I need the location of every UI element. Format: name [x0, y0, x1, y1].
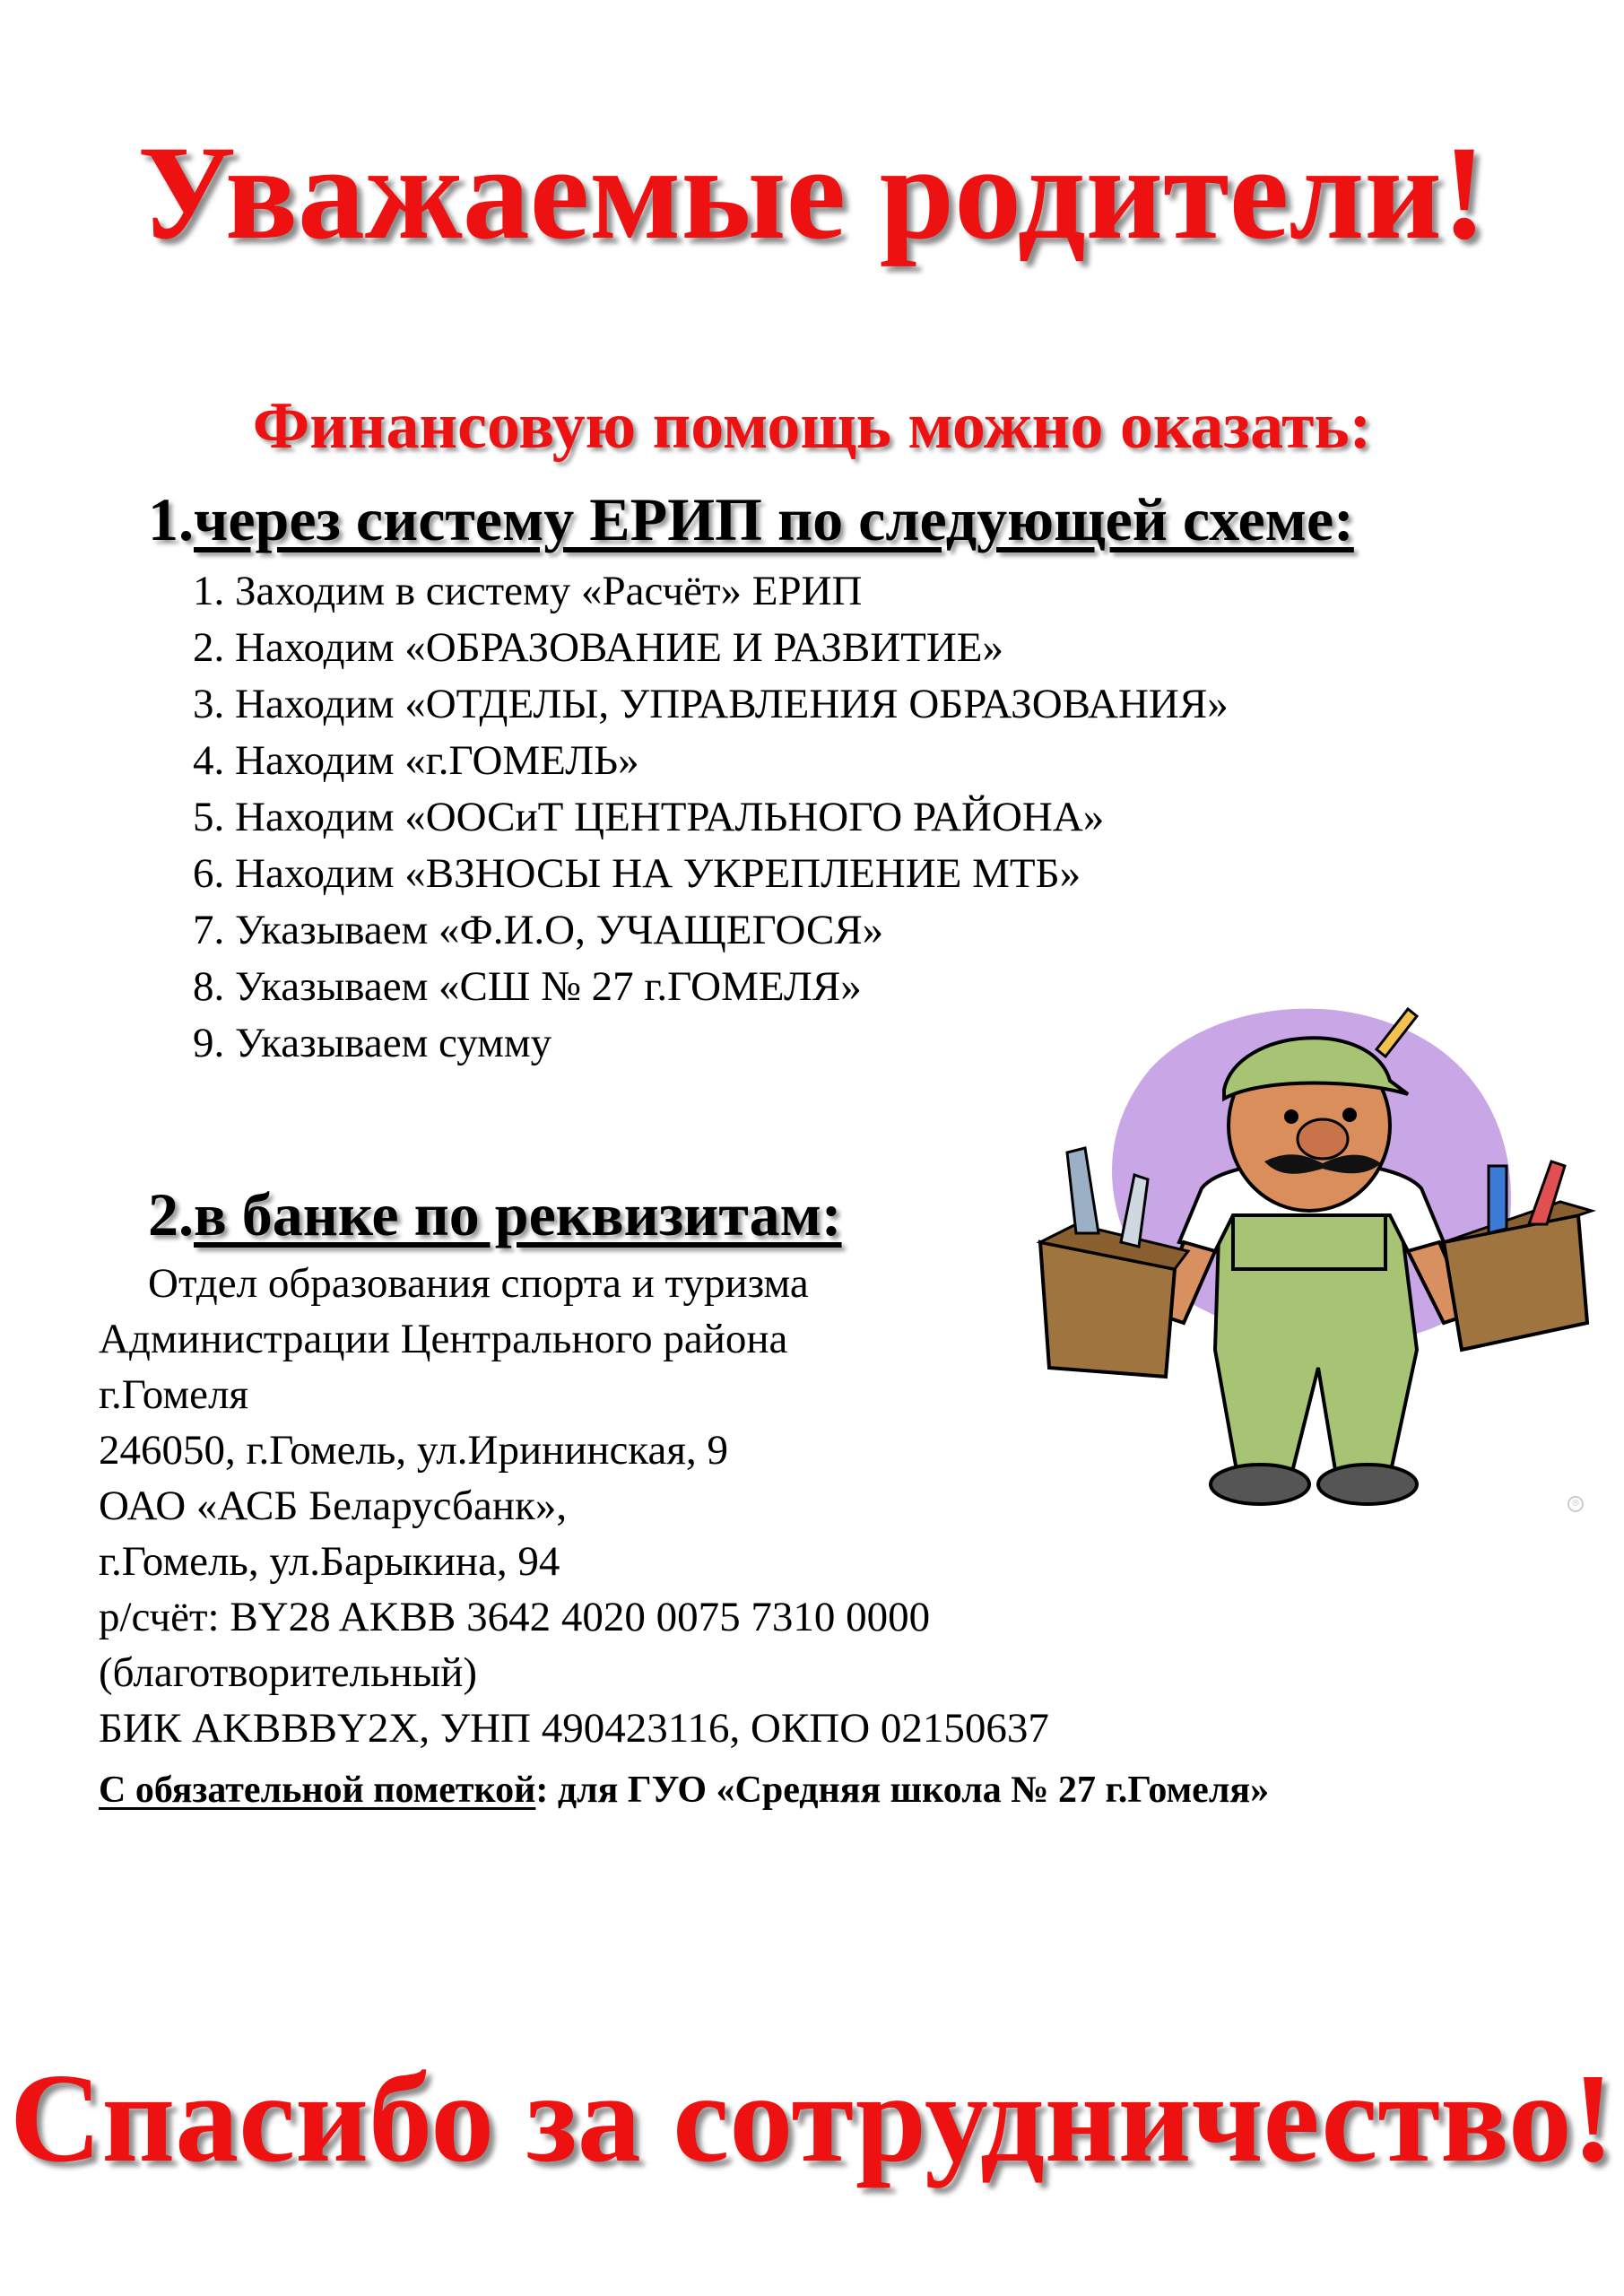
note-label: С обязательной пометкой: [99, 1770, 536, 1811]
list-item: 4. Находим «г.ГОМЕЛЬ»: [193, 737, 639, 784]
bank-line: (благотворительный): [99, 1649, 478, 1696]
list-item: 9. Указываем сумму: [193, 1020, 552, 1066]
list-item: 2. Находим «ОБРАЗОВАНИЕ И РАЗВИТИЕ»: [193, 624, 1003, 671]
bank-line: 246050, г.Гомель, ул.Ирининская, 9: [99, 1427, 729, 1474]
section-title: в банке по реквизитам:: [194, 1180, 842, 1248]
bank-codes-line: БИК AKBBBY2X, УНП 490423116, ОКПО 02150637: [99, 1705, 1049, 1752]
mandatory-note: [99, 1769, 1269, 1812]
list-item: 7. Указываем «Ф.И.О, УЧАЩЕГОСЯ»: [193, 907, 884, 953]
page-title: Уважаемые родители!: [137, 118, 1487, 267]
bank-line: Отдел образования спорта и туризма: [148, 1260, 809, 1307]
section-erip-heading: [148, 485, 1354, 553]
shoe: [1318, 1465, 1417, 1504]
list-item: 8. Указываем «СШ № 27 г.ГОМЕЛЯ»: [193, 963, 862, 1010]
note-text: : для ГУО «Средняя школа № 27 г.Гомеля»: [535, 1770, 1270, 1811]
list-item: 6. Находим «ВЗНОСЫ НА УКРЕПЛЕНИЕ МТБ»: [193, 850, 1081, 897]
bank-account-line: р/счёт: BY28 AKBB 3642 4020 0075 7310 0000: [99, 1594, 931, 1640]
bank-line: г.Гомеля: [99, 1371, 249, 1418]
list-item: 1. Заходим в систему «Расчёт» ЕРИП: [193, 568, 863, 614]
section-number: 1.: [148, 485, 194, 553]
bank-line: ОАО «АСБ Беларусбанк»,: [99, 1483, 568, 1529]
image-mark: ®: [1568, 1496, 1584, 1512]
nose: [1298, 1119, 1348, 1159]
shoe: [1211, 1465, 1309, 1504]
list-item: 5. Находим «ООСиТ ЦЕНТРАЛЬНОГО РАЙОНА»: [193, 794, 1105, 840]
list-item: 3. Находим «ОТДЕЛЫ, УПРАВЛЕНИЯ ОБРАЗОВАНИЯ»: [193, 681, 1229, 727]
subtitle: Финансовую помощь можно оказать:: [252, 389, 1372, 463]
section-bank-heading: [148, 1180, 842, 1248]
section-number: 2.: [148, 1180, 194, 1248]
bank-line: г.Гомель, ул.Барыкина, 94: [99, 1538, 560, 1585]
bank-line: Администрации Центрального района: [99, 1316, 788, 1362]
section-title: через систему ЕРИП по следующей схеме:: [194, 485, 1354, 553]
closing-thanks: Спасибо за сотрудничество!: [9, 2047, 1615, 2188]
bank-details: [99, 1256, 1049, 1756]
handyman-illustration: [1022, 973, 1596, 1529]
